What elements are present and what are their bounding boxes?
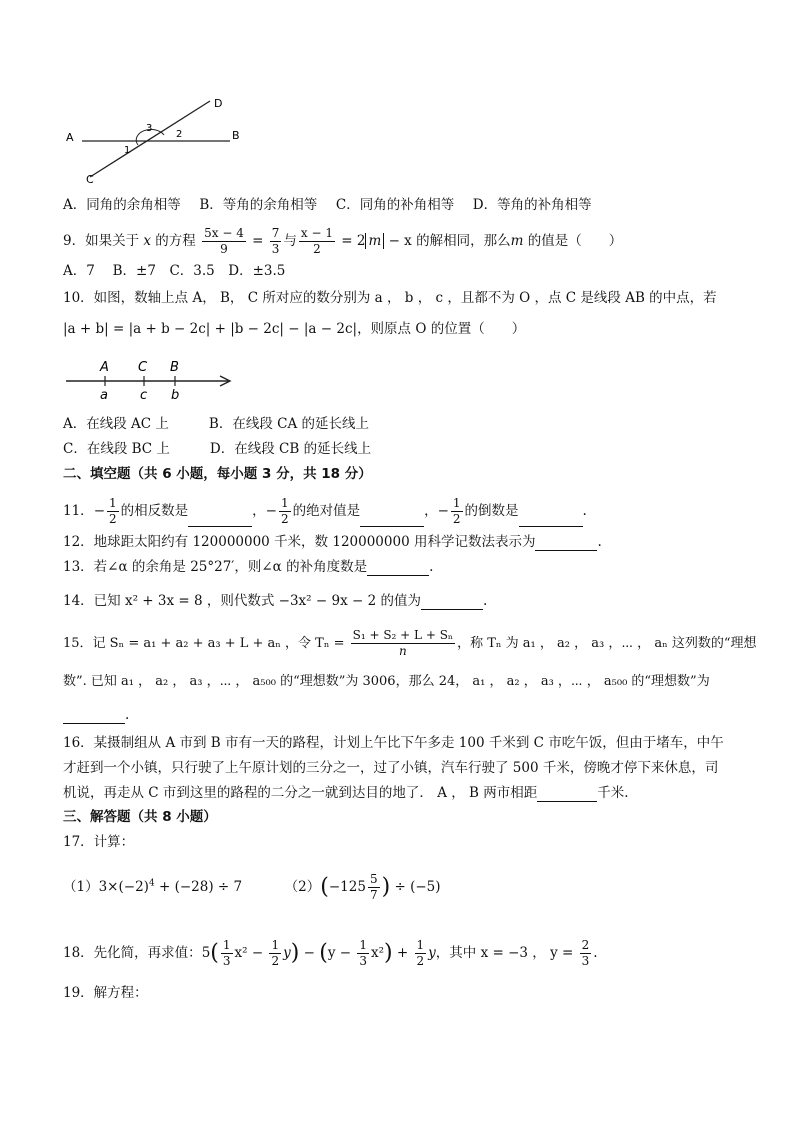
q9-frac-2: $\frac{7}{3}$ <box>271 226 280 256</box>
line-cd <box>90 101 210 177</box>
q9-var: x <box>143 233 152 249</box>
question-13: 13．若∠α 的余角是 25°27′，则∠α 的补角度数是 . <box>63 559 434 575</box>
point-b-label: B <box>170 360 179 375</box>
q10-option-b: B．在线段 CA 的延长线上 <box>208 416 370 432</box>
question-16-line-2: 才赶到一个小镇，只行驶了上午原计划的三分之一，过了小镇，汽车行驶了 500 千米，傍晚才停下来休息，司 <box>63 760 719 776</box>
point-a-label: A <box>100 360 109 375</box>
question-14: 14．已知 x² + 3x = 8 ，则代数式 −3x² − 9x − 2 的值为 . <box>63 593 488 609</box>
value-b-label: b <box>171 388 180 403</box>
q8-option-d: D．等角的补角相等 <box>472 197 592 213</box>
q8-option-a: A．同角的余角相等 <box>63 197 181 213</box>
q17-part-1-label: （1） <box>63 879 99 895</box>
q9-text: 的方程 <box>151 233 196 249</box>
q16-blank[interactable] <box>537 787 597 802</box>
q10-expression: |a + b| = |a + b − 2c| + |b − 2c| − |a − 2c| <box>63 321 358 337</box>
question-19: 19．解方程： <box>63 985 148 1001</box>
point-c-label: C <box>138 360 148 375</box>
question-15-line-3: . <box>63 706 129 724</box>
q8-option-b: B．等角的余角相等 <box>199 197 318 213</box>
q8-option-c: C．同角的补角相等 <box>335 197 455 213</box>
question-9: 9．如果关于 x 的方程 $\frac{5x - 4}{9}$ = $\frac{7}{3}$ 与 $\frac{x - 1}{2}$ = 2 m − x 的解相同，那么m 的值是（ ） <box>63 226 623 256</box>
q9-frac-3: $\frac{x - 1}{2}$ <box>300 226 333 256</box>
number-line-figure <box>60 355 240 403</box>
q11-blank-1[interactable] <box>188 512 252 527</box>
question-16-line-3: 机说，再走从 C 市到这里的路程的二分之一就到达目的地了． A ， B 两市相距 千米. <box>63 785 629 801</box>
question-17: 17．计算： <box>63 834 135 850</box>
q11-blank-2[interactable] <box>360 512 424 527</box>
q12-blank[interactable] <box>535 536 597 551</box>
label-angle-1: 1 <box>124 145 131 156</box>
q10-question: ，则原点 O 的位置（ ） <box>357 321 526 337</box>
question-12: 12．地球距太阳约有 120000000 千米，数 120000000 用科学记数法表示为 . <box>63 534 602 550</box>
q10-condition <box>63 320 525 338</box>
q11-blank-3[interactable] <box>519 512 583 527</box>
label-d: D <box>214 97 223 110</box>
q10-stem: 10．如图，数轴上点 A， B， C 所对应的数分别为 a ， b ， c ，且都不为 O ，点 C 是线段 AB 的中点，若 <box>63 290 717 306</box>
question-16-line-1: 16．某摄制组从 A 市到 B 市有一天的路程，计划上午比下午多走 100 千米到 C 市吃午饭，但由于堵车，中午 <box>63 735 724 751</box>
question-17-parts: $(1)3\times(-2)^4 + (-28) \div 7$ （2）(−125 $\frac{5}{7}$ ) ÷ (−5) <box>63 872 441 902</box>
label-angle-3: 3 <box>146 123 153 134</box>
question-18: 18．先化简，再求值：5( $\frac{1}{3}$ x² − $\frac{1}{2}$ y) − (y − $\frac{1}{3}$ x²) + $\frac{1}{2}$ y，其中 x = −3 ， y = $\frac{2}{3}$ . <box>63 938 598 968</box>
label-c: C <box>86 173 94 185</box>
q13-blank[interactable] <box>367 561 429 576</box>
q10-options-row-1 <box>63 415 369 433</box>
q9-options: A．7 B．±7 C．3.5 D．±3.5 <box>63 263 286 279</box>
value-a-label: a <box>100 388 108 403</box>
q15-blank[interactable] <box>63 709 125 724</box>
q10-option-a: A．在线段 AC 上 <box>63 416 169 432</box>
q14-blank[interactable] <box>421 595 483 610</box>
label-a: A <box>66 131 74 144</box>
value-c-label: c <box>140 388 148 403</box>
angle-figure <box>60 95 260 185</box>
q10-option-d: D．在线段 CB 的延长线上 <box>209 441 372 457</box>
label-b: B <box>232 129 240 142</box>
q17-part-2-label: （2） <box>284 879 321 895</box>
q10-options-row-2 <box>63 440 371 458</box>
q9-text: 9．如果关于 <box>63 233 144 249</box>
label-angle-2: 2 <box>176 129 183 140</box>
q10-option-c: C．在线段 BC 上 <box>63 441 170 457</box>
section-2-heading: 二、填空题（共 6 小题，每小题 3 分，共 18 分） <box>63 466 372 482</box>
question-15-line-1: 15．记 Sₙ = a₁ + a₂ + a₃ + L + aₙ ，令 Tₙ = $\frac{\text{S₁ + S₂ + L + Sₙ}}{n}$ ，称 Tₙ 为 a₁ ， a₂ ， a₃ ，⋯ ， aₙ 这列数的“理想 <box>63 628 757 658</box>
question-11: 11．− $\frac{1}{2}$ 的相反数是 ，− $\frac{1}{2}$ 的绝对值是 ，− $\frac{1}{2}$ 的倒数是 . <box>63 496 587 526</box>
q8-options <box>63 196 592 214</box>
section-3-heading: 三、解答题（共 8 小题） <box>63 809 217 825</box>
question-15-line-2: 数”. 已知 a₁ ， a₂ ， a₃ ，⋯ ， a₅₀₀ 的“理想数”为 3006，那么 24， a₁ ， a₂ ， a₃ ，⋯ ， a₅₀₀ 的“理想数”为 <box>63 674 710 689</box>
q9-frac-1: $\frac{5x - 4}{9}$ <box>204 226 244 256</box>
